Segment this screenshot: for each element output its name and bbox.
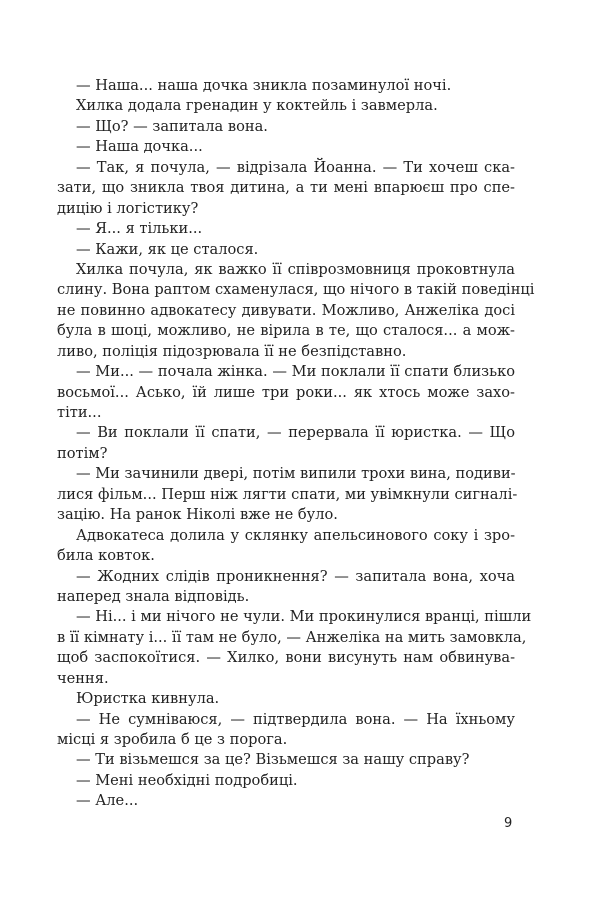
- text-line: била ковток.: [57, 547, 155, 565]
- text-line: — Ми... — почала жінка. — Ми поклали її спати близько: [76, 363, 515, 381]
- page-number: 9: [504, 816, 513, 831]
- text-line: Адвокатеса долила у склянку апельсинового соку і зро-: [76, 526, 515, 544]
- text-line: восьмої... Асько, їй лише три роки... як хтось може захо-: [57, 383, 515, 401]
- text-line: тіти...: [57, 404, 102, 421]
- text-line: — Що? — запитала вона.: [76, 117, 268, 135]
- text-line: — Але...: [76, 792, 139, 810]
- page-body-text: [57, 76, 535, 812]
- text-line: зацію. На ранок Ніколі вже не було.: [57, 506, 338, 524]
- text-line: — Наша... наша дочка зникла позаминулої ночі.: [76, 77, 452, 94]
- text-line: потім?: [57, 444, 108, 462]
- text-line: — Кажи, як це сталося.: [76, 240, 259, 258]
- text-line: щоб заспокоїтися. — Хилко, вони висунуть нам обвинува-: [57, 649, 515, 667]
- text-line: — Я... я тільки...: [76, 220, 203, 238]
- text-line: — Жодних слідів проникнення? — запитала вона, хоча: [76, 567, 515, 585]
- text-line: Хилка почула, як важко її співрозмовниця проковтнула: [76, 260, 515, 278]
- text-line: — Ми зачинили двері, потім випили трохи вина, подиви-: [76, 465, 516, 483]
- text-line: — Наша дочка...: [76, 138, 203, 156]
- text-line: дицію і логістику?: [57, 199, 199, 217]
- text-line: в її кімнату і... її там не було, — Анжеліка на мить замовкла,: [57, 628, 527, 646]
- text-line: не повинно адвокатесу дивувати. Можливо, Анжеліка досі: [57, 301, 515, 319]
- text-line: наперед знала відповідь.: [57, 587, 250, 605]
- text-line: лися фільм... Перш ніж лягти спати, ми увімкнули сигналі-: [57, 485, 518, 503]
- text-line: — Мені необхідні подробиці.: [76, 771, 298, 789]
- text-line: — Так, я почула, — відрізала Йоанна. — Ти хочеш ска-: [76, 158, 515, 176]
- text-line: зати, що зникла твоя дитина, а ти мені впарюєш про спе-: [57, 179, 515, 197]
- text-line: була в шоці, можливо, не вірила в те, що сталося... а мож-: [57, 322, 515, 340]
- text-line: — Ні... і ми нічого не чули. Ми прокинулися вранці, пішли: [76, 608, 532, 626]
- text-line: — Не сумніваюся, — підтвердила вона. — На їхньому: [76, 710, 515, 728]
- text-line: чення.: [57, 669, 109, 687]
- text-line: Юристка кивнула.: [76, 690, 220, 708]
- text-line: ливо, поліція підозрювала її не безпідставно.: [57, 342, 407, 360]
- text-line: слину. Вона раптом схаменулася, що нічого в такій поведінці: [57, 281, 535, 299]
- text-line: місці я зробила б це з порога.: [57, 731, 288, 748]
- text-line: — Ти візьмешся за це? Візьмешся за нашу справу?: [76, 751, 470, 769]
- text-line: — Ви поклали її спати, — перервала її юристка. — Що: [76, 424, 515, 442]
- text-line: Хилка додала гренадин у коктейль і завмерла.: [76, 97, 438, 115]
